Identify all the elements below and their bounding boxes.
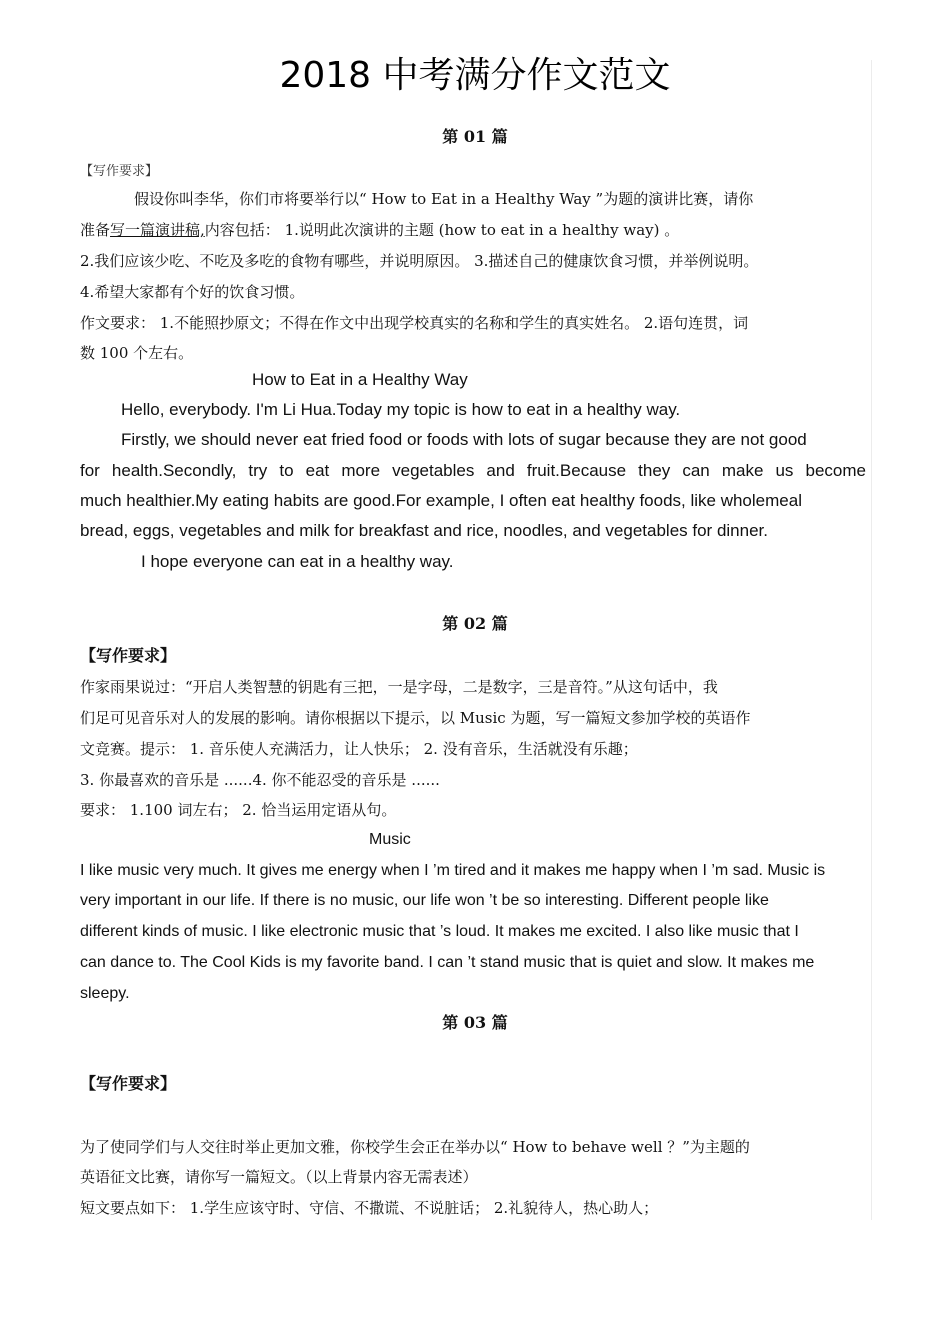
essay-1-prompt-line-5: 作文要求： 1.不能照抄原文；不得在作文中出现学校真实的名称和学生的真实姓名。 2.语句连贯，词: [80, 314, 749, 332]
essay-3-prompt-line-1: 为了使同学们与人交往时举止更加文雅，你校学生会正在举办以“ How to behave well ？”为主题的: [80, 1138, 750, 1156]
essay-2-prompt-line-3: 文竞赛。提示： 1. 音乐使人充满活力，让人快乐； 2. 没有音乐，生活就没有乐趣；: [80, 740, 638, 758]
essay-1-title: How to Eat in a Healthy Way: [252, 370, 468, 389]
essay-1-body-line-1: Hello, everybody. I'm Li Hua.Today my topic is how to eat in a healthy way.: [121, 400, 681, 419]
essay-1-body-line-4: much healthier.My eating habits are good.For example, I often eat healthy foods, like wholemeal: [80, 491, 802, 510]
page-edge-divider: [871, 60, 872, 1220]
essay-1-body-line-3: for health.Secondly, try to eat more vegetables and fruit.Because they can make us become: [80, 461, 866, 480]
essay-2-body-line-4: can dance to. The Cool Kids is my favorite band. I can ’t stand music that is quiet and slow. It makes me: [80, 954, 815, 971]
essay-2-prompt-line-5: 要求： 1.100 词左右； 2. 恰当运用定语从句。: [80, 801, 397, 819]
essay-2-title: Music: [369, 831, 411, 848]
essay-2-prompt-line-4: 3. 你最喜欢的音乐是 ......4. 你不能忍受的音乐是 ......: [80, 771, 440, 789]
essay-2-body-line-1: I like music very much. It gives me energy when I ’m tired and it makes me happy when I ’m sad. Music is: [80, 862, 826, 879]
essay-1-body-line-2: Firstly, we should never eat fried food or foods with lots of sugar because they are not good: [121, 430, 807, 449]
essay-2-heading: 第 02 篇: [442, 614, 508, 633]
essay-2-requirement-label: 【写作要求】: [80, 646, 177, 665]
essay-1-heading: 第 01 篇: [442, 127, 508, 146]
essay-1-prompt-line-1: 假设你叫李华，你们市将要举行以“ How to Eat in a Healthy Way ”为题的演讲比赛，请你: [134, 190, 754, 208]
essay-1-body-line-6: I hope everyone can eat in a healthy way.: [141, 552, 454, 571]
document-title: 2018 中考满分作文范文: [279, 55, 671, 96]
essay-1-body-line-5: bread, eggs, vegetables and milk for breakfast and rice, noodles, and vegetables for dinner.: [80, 521, 768, 540]
essay-2-body-line-3: different kinds of music. I like electronic music that ’s loud. It makes me excited. I also like music that I: [80, 923, 799, 940]
essay-1-prompt-line-2: 准备写一篇演讲稿,内容包括： 1.说明此次演讲的主题 (how to eat in a healthy way) 。: [80, 221, 680, 239]
essay-1-prompt-line-6: 数 100 个左右。: [80, 344, 194, 362]
essay-1-prompt-line-3: 2.我们应该少吃、不吃及多吃的食物有哪些，并说明原因。 3.描述自己的健康饮食习惯，并举例说明。: [80, 252, 759, 270]
essay-2-body-line-5: sleepy.: [80, 985, 130, 1002]
underlined-phrase: 写一篇演讲稿,: [110, 221, 205, 239]
essay-3-heading: 第 03 篇: [442, 1013, 508, 1032]
essay-1-requirement-label: 【写作要求】: [80, 164, 159, 179]
essay-2-prompt-line-2: 们足可见音乐对人的发展的影响。请你根据以下提示，以 Music 为题，写一篇短文参加学校的英语作: [80, 709, 751, 727]
essay-2-body-line-2: very important in our life. If there is no music, our life won ’t be so interesting. Different people like: [80, 892, 769, 909]
essay-3-prompt-line-2: 英语征文比赛，请你写一篇短文。（以上背景内容无需表述）: [80, 1168, 478, 1186]
essay-3-requirement-label: 【写作要求】: [80, 1074, 177, 1093]
essay-3-prompt-line-3: 短文要点如下： 1.学生应该守时、守信、不撒谎、不说脏话； 2.礼貌待人，热心助人；: [80, 1199, 659, 1217]
essay-2-prompt-line-1: 作家雨果说过：“开启人类智慧的钥匙有三把，一是字母，二是数字，三是音符。”从这句话中，我: [80, 678, 718, 696]
essay-1-prompt-line-4: 4.希望大家都有个好的饮食习惯。: [80, 283, 305, 301]
